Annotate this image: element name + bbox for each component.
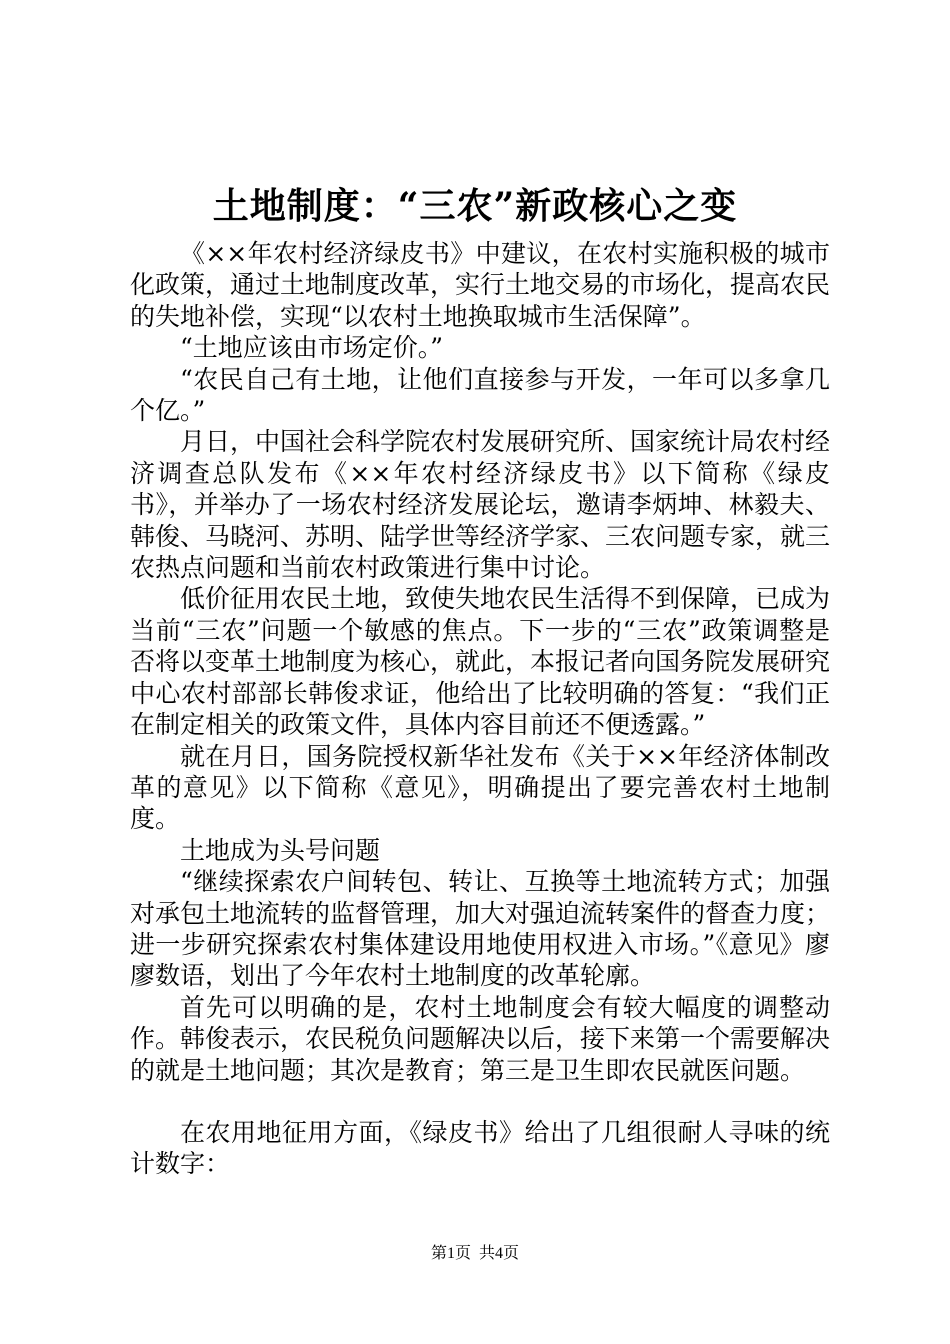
paragraph: “土地应该由市场定价。” (180, 333, 444, 363)
paragraph: 《××年农村经济绿皮书》中建议，在农村实施积极的城市化政策，通过土地制度改革，实行土地交易的市场化，提高农民的失地补偿，实现“以农村土地换取城市生活保障”。 (130, 239, 831, 331)
page-footer (0, 1243, 950, 1265)
paragraph: 低价征用农民土地，致使失地农民生活得不到保障，已成为当前“三农”问题一个敏感的焦点。下一步的“三农”政策调整是否将以变革土地制度为核心，就此，本报记者向国务院发展研究中心农村部部长韩俊求证，他给出了比较明确的答复：“我们正在制定相关的政策文件，具体内容目前还不便透露。” (130, 584, 831, 740)
section-heading: 土地成为头号问题 (180, 835, 381, 865)
document-title: 土地制度：“三农”新政核心之变 (212, 185, 738, 227)
paragraph: 在农用地征用方面，《绿皮书》给出了几组很耐人寻味的统计数字： (130, 1117, 830, 1179)
paragraph: 就在月日，国务院授权新华社发布《关于××年经济体制改革的意见》以下简称《意见》，明确提出了要完善农村土地制度。 (130, 741, 830, 834)
paragraph: “农民自己有土地，让他们直接参与开发，一年可以多拿几个亿。” (130, 364, 830, 426)
paragraph: 月日，中国社会科学院农村发展研究所、国家统计局农村经济调查总队发布《××年农村经济绿皮书》以下简称《绿皮书》，并举办了一场农村经济发展论坛，邀请李炳坤、林毅夫、韩俊、马晓河、苏明、陆学世等经济学家、三农问题专家，就三农热点问题和当前农村政策进行集中讨论。 (130, 427, 831, 583)
paragraph: 首先可以明确的是，农村土地制度会有较大幅度的调整动作。韩俊表示，农民税负问题解决以后，接下来第一个需要解决的就是土地问题；其次是教育；第三是卫生即农民就医问题。 (130, 992, 831, 1085)
document-body (130, 238, 830, 1180)
page-number: 第1页 (430, 1245, 471, 1262)
paragraph: “继续探索农户间转包、转让、互换等土地流转方式；加强对承包土地流转的监督管理，加大对强迫流转案件的督查力度；进一步研究探索农村集体建设用地使用权进入市场。”《意见》廖廖数语，划出了今年农村土地制度的改革轮廓。 (130, 867, 831, 991)
total-pages: 共4页 (479, 1245, 520, 1262)
